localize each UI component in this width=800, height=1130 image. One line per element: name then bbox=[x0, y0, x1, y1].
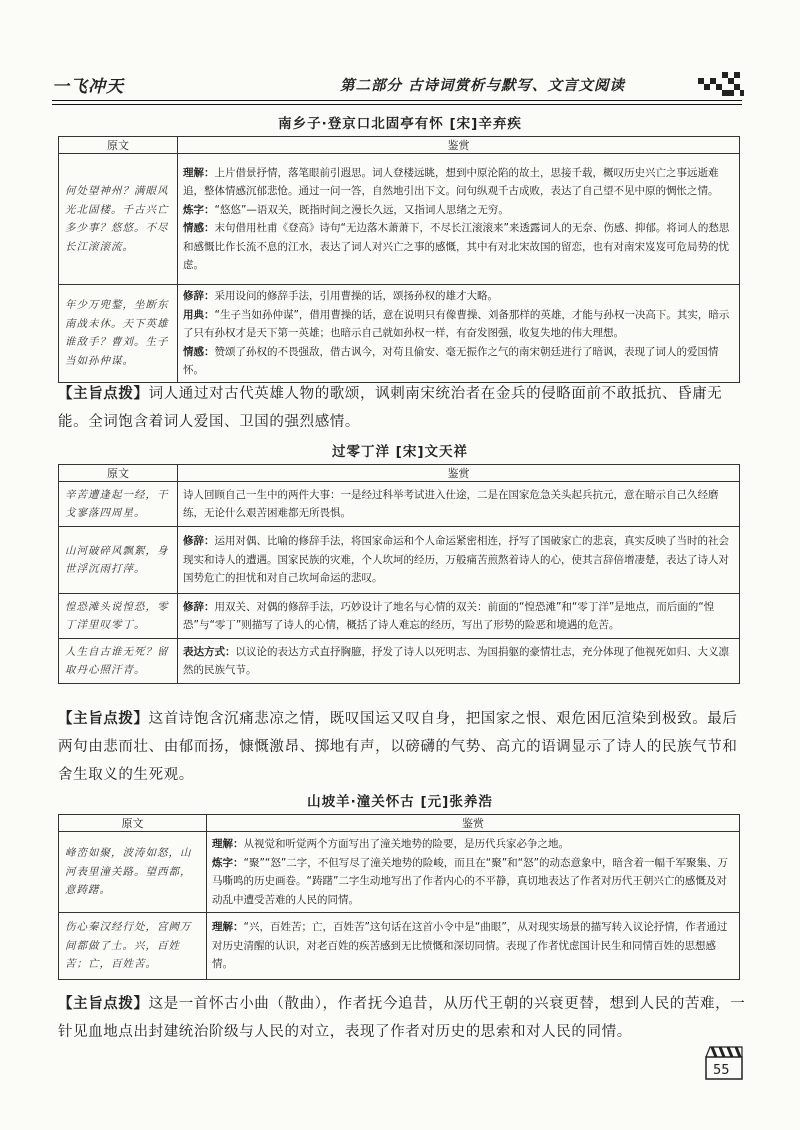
keynote-label: 【主旨点拨】 bbox=[58, 711, 149, 727]
note-label: 修辞： bbox=[183, 600, 215, 613]
original-text: 山河破碎风飘絮，身世浮沉雨打萍。 bbox=[59, 527, 178, 594]
appreciation-cell bbox=[178, 482, 740, 527]
note-text: 运用对偶、比喻的修辞手法，将国家命运和个人命运紧密相连，抒写了国破家亡的悲哀，真实反映了当时的社会现实和诗人的遭遇。国家民族的灾难，个人坎坷的经历，万般痛苦煎熬着诗人的心，使其言辞倍增凄楚，表达了诗人对国势危亡的担忧和对自己坎坷命运的悲叹。 bbox=[183, 535, 729, 585]
poem-title: 山坡羊·潼关怀古 [元]张养浩 bbox=[307, 794, 493, 810]
note-text: 以议论的表达方式直抒胸臆，抒发了诗人以死明志、为国捐躯的豪情壮志，充分体现了他视死如归、大义凛然的民族气节。 bbox=[183, 645, 729, 676]
note-text: 采用设问的修辞手法，引用曹操的话，颂扬孙权的雄才大略。 bbox=[214, 290, 498, 302]
section-title: 第二部分 古诗词赏析与默写、文言文阅读 bbox=[340, 78, 626, 94]
original-text: 人生自古谁无死？留取丹心照汗青。 bbox=[59, 639, 178, 684]
note-text: 用双关、对偶的修辞手法，巧妙设计了地名与心情的双关：前面的“惶恐滩”和“零丁洋”是地点，而后面的“惶恐”与“零丁”则描写了诗人的心情，概括了诗人难忘的经历，写出了形势的险恶和境遇的危苦。 bbox=[183, 600, 715, 631]
note-text: 上片借景抒情，落笔眼前引遐思。词人登楼远眺，想到中原沦陷的故土，思接千载，概叹历史兴亡之事远逝难追，整体情感沉郁悲怆。通过一问一答，自然地引出下文。问句纵观千古成败，表达了自己望不见中原的惆怅之情。 bbox=[183, 166, 719, 197]
table-row bbox=[59, 832, 740, 913]
checker-pattern-icon bbox=[698, 68, 744, 98]
poem-table bbox=[58, 136, 740, 383]
keynote-label: 【主旨点拨】 bbox=[58, 996, 149, 1012]
note-text: “聚”“怒”二字，不但写尽了潼关地势的险峻，而且在“聚”和“怒”的动态意象中，暗含着一幅千军聚集、万马嘶鸣的历史画卷。“踌躇”二字生动地写出了作者内心的不平静，真切地表达了作者对历代王朝兴亡的感慨及对动乱中遭受苦难的人民的同情。 bbox=[212, 856, 729, 906]
note-label: 理解： bbox=[183, 166, 215, 179]
original-text: 伤心秦汉经行处，宫阙万间都做了土。兴，百姓苦；亡，百姓苦。 bbox=[59, 913, 207, 980]
note-label: 修辞： bbox=[183, 535, 215, 548]
poem-table bbox=[58, 464, 740, 684]
page-header bbox=[52, 68, 742, 102]
table-row bbox=[59, 527, 740, 594]
table-row bbox=[59, 482, 740, 527]
table-row bbox=[59, 913, 740, 980]
poem-title: 过零丁洋 [宋]文天祥 bbox=[331, 444, 469, 460]
note-label: 情感： bbox=[183, 222, 215, 234]
note-label: 修辞： bbox=[183, 290, 215, 302]
note-text: “悠悠”—语双关，既指时间之漫长久远，又指词人思绪之无穷。 bbox=[214, 203, 509, 216]
note-text: 赞颂了孙权的不畏强敌，借古讽今，对苟且偷安、毫无振作之气的南宋朝廷进行了暗讽，表现了词人的爱国情怀。 bbox=[183, 345, 719, 376]
note-label: 炼字： bbox=[212, 856, 244, 869]
keynote-paragraph bbox=[58, 705, 748, 789]
original-text: 辛苦遭逢起一经，干戈寥落四周星。 bbox=[59, 482, 178, 527]
column-header-appreciation: 鉴赏 bbox=[178, 465, 740, 482]
page-number: 55 bbox=[713, 1063, 730, 1078]
appreciation-cell bbox=[178, 285, 740, 383]
table-row bbox=[59, 639, 740, 684]
table-row bbox=[59, 285, 740, 383]
note-label: 表达方式： bbox=[183, 645, 236, 658]
note-text: “兴，百姓苦；亡，百姓苦”这句话在这首小令中是“曲眼”，从对现实场景的描写转入议论抒情，作者通过对历史清醒的认识，对老百姓的疾苦感到无比愤慨和深切同情。表现了作者忧虑国计民生和同情百姓的思想感情。 bbox=[212, 921, 728, 971]
appreciation-cell bbox=[178, 527, 740, 594]
keynote-label: 【主旨点拨】 bbox=[58, 386, 149, 402]
keynote-paragraph bbox=[58, 380, 748, 436]
note-text: 末句借用杜甫《登高》诗句“无边落木萧萧下，不尽长江滚滚来”来透露词人的无奈、伤感、抑郁。将词人的愁思和感慨比作长流不息的江水，表达了词人对兴亡之事的感慨，其中有对北宋故国的留恋，也有对南宋岌岌可危局势的忧虑。 bbox=[183, 222, 730, 271]
keynote-text: 这首诗饱含沉痛悲凉之情，既叹国运又叹自身，把国家之恨、艰危困厄渲染到极致。最后两句由悲而壮、由郁而扬，慷慨激昂、掷地有声，以磅礴的气势、高亢的语调显示了诗人的民族气节和舍生取义的生死观。 bbox=[58, 711, 738, 783]
note-label: 情感： bbox=[183, 345, 215, 358]
table-row bbox=[59, 594, 740, 639]
appreciation-cell bbox=[207, 832, 740, 913]
appreciation-cell bbox=[178, 639, 740, 684]
header-rule-thin bbox=[52, 104, 742, 105]
column-header-original: 原文 bbox=[59, 465, 178, 482]
column-header-appreciation: 鉴赏 bbox=[178, 137, 740, 154]
appreciation-cell bbox=[207, 913, 740, 980]
appreciation-cell bbox=[178, 594, 740, 639]
original-text: 峰峦如聚，波涛如怒，山河表里潼关路。望西都，意踌躇。 bbox=[59, 832, 207, 913]
note-label: 用典： bbox=[183, 308, 215, 321]
keynote-text: 这是一首怀古小曲（散曲），作者抚今追昔，从历代王朝的兴衰更替，想到人民的苦难，一针见血地点出封建统治阶级与人民的对立，表现了作者对历史的思索和对人民的同情。 bbox=[58, 996, 746, 1040]
header-rule bbox=[52, 100, 742, 101]
note-text: 从视觉和听觉两个方面写出了潼关地势的险要，是历代兵家必争之地。 bbox=[243, 838, 569, 850]
appreciation-cell bbox=[178, 154, 740, 285]
note-text: “生子当如孙仲谋”，借用曹操的话，意在说明只有像曹操、刘备那样的英雄，才能与孙权一决高下。其实，暗示了只有孙权才是天下第一英雄；也暗示自己就如孙权一样，有奋发图强，收复失地的伟大理想。 bbox=[183, 308, 730, 339]
keynote-paragraph bbox=[58, 990, 748, 1046]
column-header-original: 原文 bbox=[59, 815, 207, 832]
column-header-appreciation: 鉴赏 bbox=[207, 815, 740, 832]
note-label: 理解： bbox=[212, 838, 244, 850]
original-text: 何处望神州？满眼风光北固楼。千古兴亡多少事？悠悠。不尽长江滚滚流。 bbox=[59, 154, 178, 285]
column-header-original: 原文 bbox=[59, 137, 178, 154]
note-text: 诗人回顾自己一生中的两件大事：一是经过科举考试进入仕途，二是在国家危急关头起兵抗元，意在暗示自己久经磨练，无论什么艰苦困难都无所畏惧。 bbox=[183, 488, 719, 519]
poem-table bbox=[58, 814, 740, 980]
note-label: 炼字： bbox=[183, 203, 215, 216]
brand-logo: 一飞冲天 bbox=[52, 77, 124, 97]
original-text: 年少万兜鍪，坐断东南战未休。天下英雄谁敌手？曹刘。生子当如孙仲谋。 bbox=[59, 285, 178, 383]
note-label: 理解： bbox=[212, 921, 244, 934]
keynote-text: 词人通过对古代英雄人物的歌颂，讽刺南宋统治者在金兵的侵略面前不敢抵抗、昏庸无能。全词饱含着词人爱国、卫国的强烈感情。 bbox=[58, 386, 723, 430]
table-row bbox=[59, 154, 740, 285]
poem-title: 南乡子·登京口北固亭有怀 [宋]辛弃疾 bbox=[278, 116, 522, 132]
original-text: 惶恐滩头说惶恐，零丁洋里叹零丁。 bbox=[59, 594, 178, 639]
